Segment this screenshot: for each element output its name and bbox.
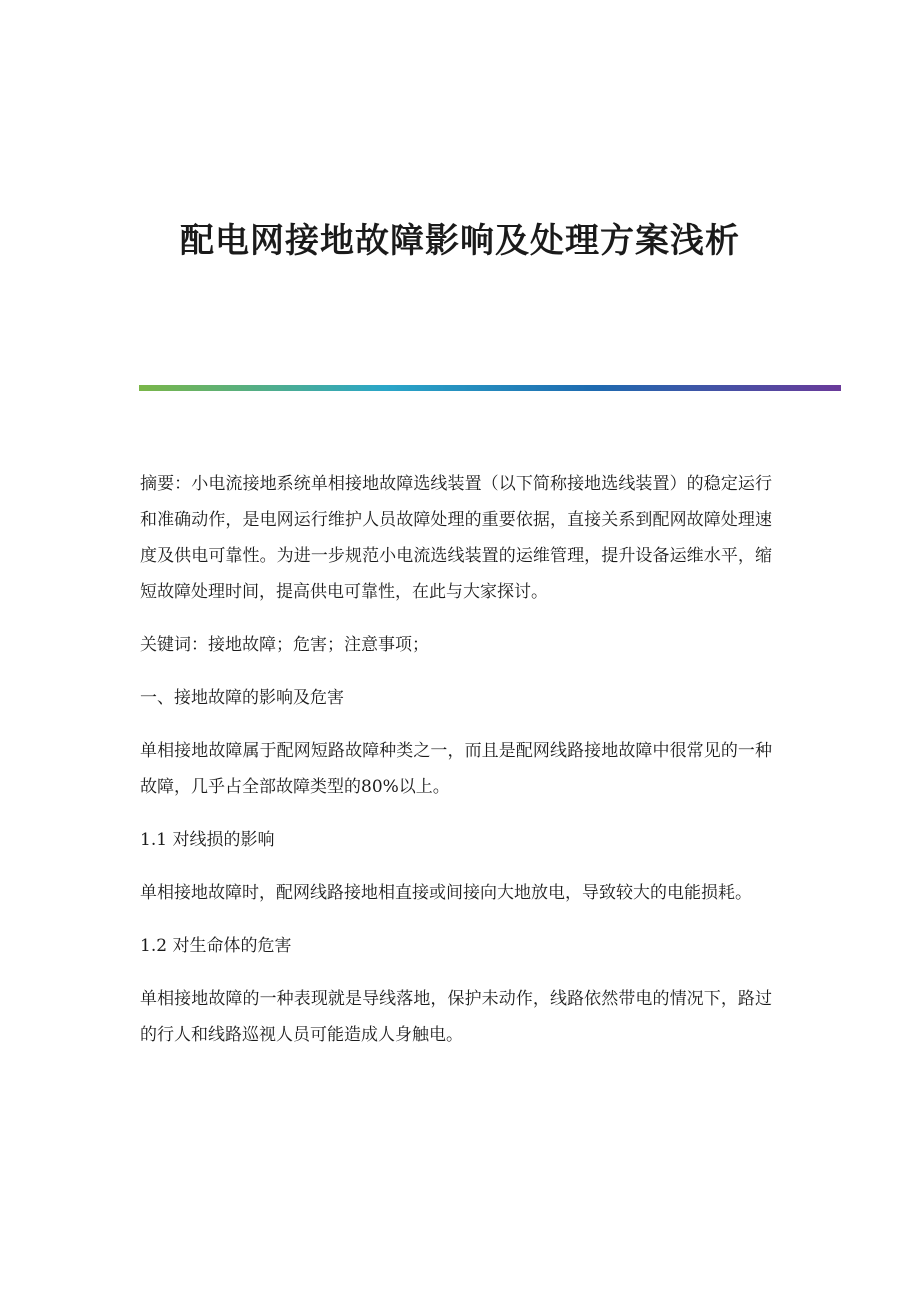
section-1-1-paragraph: 单相接地故障时，配网线路接地相直接或间接向大地放电，导致较大的电能损耗。 xyxy=(140,883,752,903)
section-1-1-heading: 1.1 对线损的影响 xyxy=(140,830,275,850)
section-1-2-paragraph: 单相接地故障的一种表现就是导线落地，保护未动作，线路依然带电的情况下，路过的行人和线路巡视人员可能造成人身触电。 xyxy=(140,989,772,1045)
title-divider-rule xyxy=(139,385,841,391)
document-body xyxy=(140,466,772,1070)
abstract-paragraph: 摘要：小电流接地系统单相接地故障选线装置（以下简称接地选线装置）的稳定运行和准确动作，是电网运行维护人员故障处理的重要依据，直接关系到配网故障处理速度及供电可靠性。为进一步规范小电流选线装置的运维管理，提升设备运维水平，缩短故障处理时间，提高供电可靠性，在此与大家探讨。 xyxy=(140,474,772,602)
document-title: 配电网接地故障影响及处理方案浅析 xyxy=(180,221,740,261)
keywords-line: 关键词：接地故障；危害；注意事项； xyxy=(140,635,429,655)
section-1-2-heading: 1.2 对生命体的危害 xyxy=(140,936,292,956)
section-1-paragraph: 单相接地故障属于配网短路故障种类之一，而且是配网线路接地故障中很常见的一种故障，几乎占全部故障类型的80%以上。 xyxy=(140,741,772,797)
section-1-heading: 一、接地故障的影响及危害 xyxy=(140,688,344,708)
